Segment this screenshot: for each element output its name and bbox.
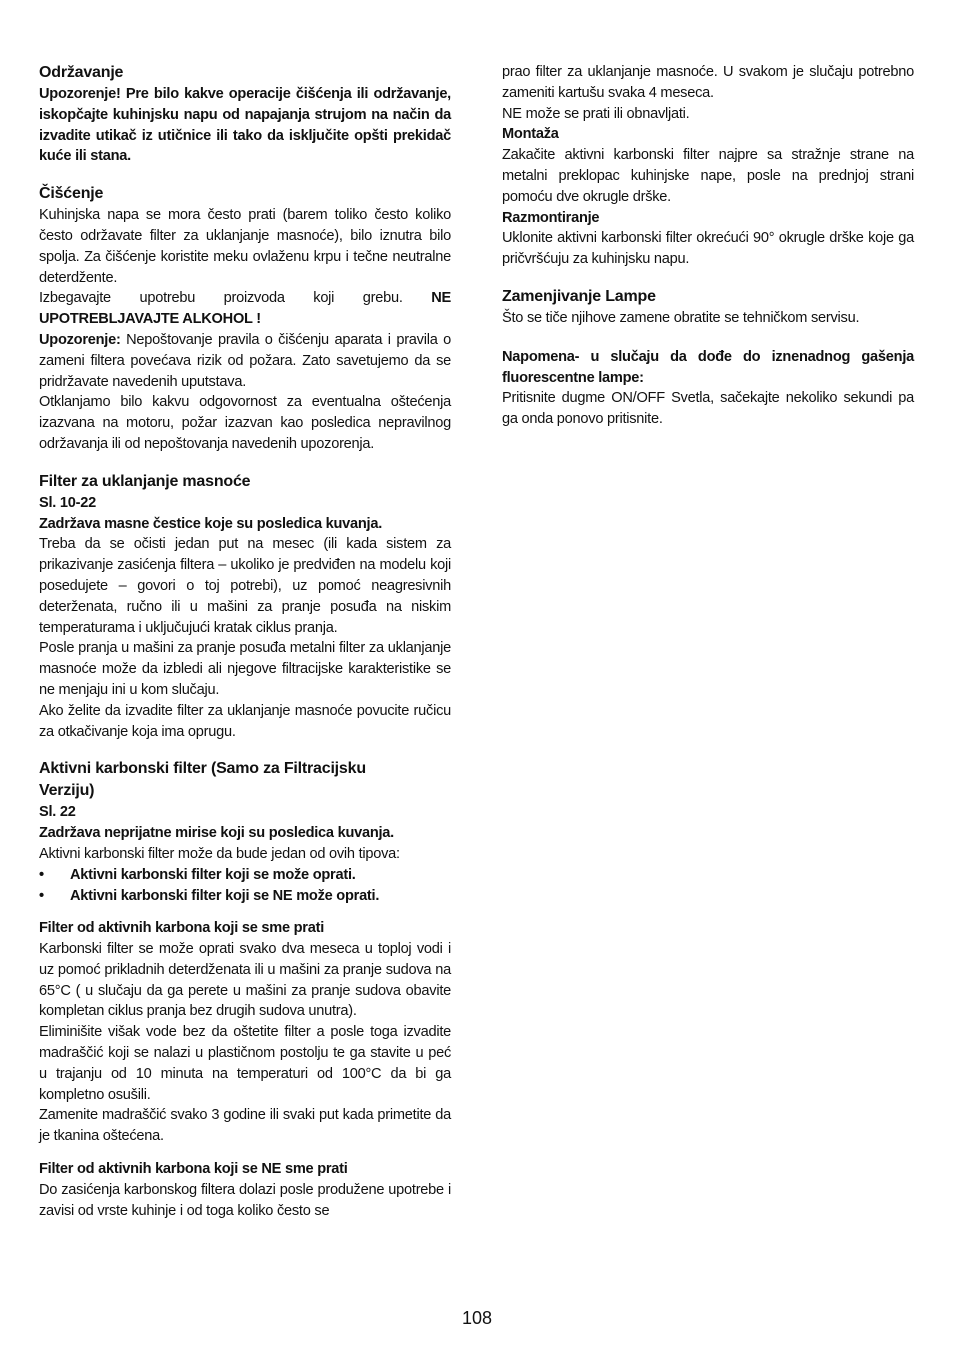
bullet-marker: • xyxy=(39,887,44,904)
paragraph-nesme-1: Do zasićenja karbonskog filtera dolazi posle produžene upotrebe i zavisi od vrste kuhinje i od toga koliko često se xyxy=(39,1181,451,1219)
paragraph-napomena: Pritisnite dugme ON/OFF Svetla, sačekajte nekoliko sekundi pa ga onda ponovo pritisnite. xyxy=(502,390,914,428)
heading-lampe: Zamenjivanje Lampe xyxy=(502,287,656,305)
paragraph-ciscenje-4: Otklanjamo bilo kakvu odgovornost za eventualna oštećenja izazvana na motoru, požar izazvan kao posledica nepravilnog održavanja ili od nepoštovanja navedenih upozorenja. xyxy=(39,394,451,452)
note-napomena: Napomena- u slučaju da dođe do iznenadnog gašenja fluorescentne lampe: xyxy=(502,348,914,386)
figure-ref-filter: Sl. 10-22 xyxy=(39,494,96,511)
paragraph-ciscenje-2 xyxy=(39,288,451,330)
warning-label: Upozorenje: xyxy=(39,331,121,348)
paragraph-ciscenje-3-text: Nepoštovanje pravila o čišćenju aparata i pravila o zameni filtera povećava rizik od požara. Zato savetujemo da se pridržavate navedenih uputstava. xyxy=(39,331,451,390)
paragraph-continued: prao filter za uklanjanje masnoće. U svakom je slučaju potrebno zameniti kartušu svaka 4 meseca. xyxy=(502,64,914,101)
heading-razmontiranje: Razmontiranje xyxy=(502,209,600,226)
paragraph-ciscenje-3 xyxy=(39,330,451,392)
paragraph-sme-1: Karbonski filter se može oprati svako dva meseca u toploj vodi i uz pomoć prikladnih deterdženata ili u mašini za pranje sudova na 65°C ( u slučaju da ga perete u mašini za pranje sudova obavite kompletan ciklus pranja bez drugih sudova unutra). xyxy=(39,941,451,1020)
list-item-text: Aktivni karbonski filter koji se NE može oprati. xyxy=(70,887,380,904)
heading-sme: Filter od aktivnih karbona koji se sme prati xyxy=(39,920,325,937)
right-column xyxy=(502,62,914,430)
paragraph-razmontiranje: Uklonite aktivni karbonski filter okrećući 90° okrugle drške koje ga pričvršćuju za kuhinjsku napu. xyxy=(502,230,914,268)
paragraph-sme-2: Eliminišite višak vode bez da oštetite filter a posle toga izvadite madraščić koji se nalazi u plastičnom postolju te ga stavite u peć u trajanju od 10 minuta na temperaturi od 100°C da bi ga kompletno osušili. xyxy=(39,1024,451,1103)
paragraph-ciscenje-1: Kuhinjska napa se mora često prati (barem toliko često koliko često održavate filter za uklanjanje masnoće), bilo iznutra bilo spolja. Za čišćenje koristite meku ovlaženu krpu i tečne neutralne deterdžente. xyxy=(39,207,451,286)
heading-aktivni: Aktivni karbonski filter (Samo za Filtracijsku Verziju) xyxy=(39,760,366,800)
paragraph-filter-2: Posle pranja u mašini za pranje posuđa metalni filter za uklanjanje masnoće može da izbledi ali njegove filtracijske karakteristike se ne menjaju ini u kom slučaju. xyxy=(39,640,451,698)
bullet-marker: • xyxy=(39,866,44,883)
list-item xyxy=(39,886,451,907)
no-alcohol-warning: NE UPOTREBLJAVAJTE ALKOHOL ! xyxy=(39,290,451,328)
page-number: 108 xyxy=(461,1308,493,1328)
lead-aktivni: Zadržava neprijatne mirise koji su posledica kuvanja. xyxy=(39,825,394,842)
paragraph-ne-prati: NE može se prati ili obnavljati. xyxy=(502,105,690,122)
heading-nesme: Filter od aktivnih karbona koji se NE sme prati xyxy=(39,1161,348,1178)
heading-ciscenje: Čišćenje xyxy=(39,185,104,203)
paragraph-filter-3: Ako želite da izvadite filter za uklanjanje masnoće povucite ručicu za otkačivanje koja ima oprugu. xyxy=(39,702,451,740)
figure-ref-aktivni: Sl. 22 xyxy=(39,804,76,821)
list-item-text: Aktivni karbonski filter koji se može oprati. xyxy=(70,866,356,883)
paragraph-lampe: Što se tiče njihove zamene obratite se tehničkom servisu. xyxy=(502,309,860,326)
heading-filter: Filter za uklanjanje masnoće xyxy=(39,472,251,490)
lead-filter: Zadržava masne čestice koje su posledica kuvanja. xyxy=(39,515,383,532)
paragraph-montaza: Zakačite aktivni karbonski filter najpre sa stražnje strane na metalni preklopac kuhinjske nape, posle na prednjoj strani pomoću dve okrugle drške. xyxy=(502,147,914,205)
warning-odrzavanje: Upozorenje! Pre bilo kakve operacije čišćenja ili održavanje, iskopčajte kuhinjsku napu od napajanja strujom na način da izvadite utikač iz utičnice ili tako da isključite opšti prekidač kuće ili stana. xyxy=(39,86,451,165)
list-item xyxy=(39,865,451,886)
paragraph-ciscenje-2-text: Izbegavajte upotrebu proizvoda koji grebu. xyxy=(39,290,432,307)
heading-odrzavanje: Održavanje xyxy=(39,64,124,81)
left-column xyxy=(39,62,451,1221)
paragraph-filter-1: Treba da se očisti jedan put na mesec (ili kada sistem za prikazivanje zasićenja filtera – ukoliko je predviđen na modelu koji posedujete – govori o toj potrebi), uz pomoć neagresivnih deterženata, ručno ili u mašini za pranje posuđa na niskim temperaturama i uključujući kratak ciklus pranja. xyxy=(39,536,451,636)
paragraph-sme-3: Zamenite madraščić svako 3 godine ili svaki put kada primetite da je tkanina oštećena. xyxy=(39,1107,451,1145)
heading-montaza: Montaža xyxy=(502,126,559,143)
intro-aktivni: Aktivni karbonski filter može da bude jedan od ovih tipova: xyxy=(39,845,400,862)
